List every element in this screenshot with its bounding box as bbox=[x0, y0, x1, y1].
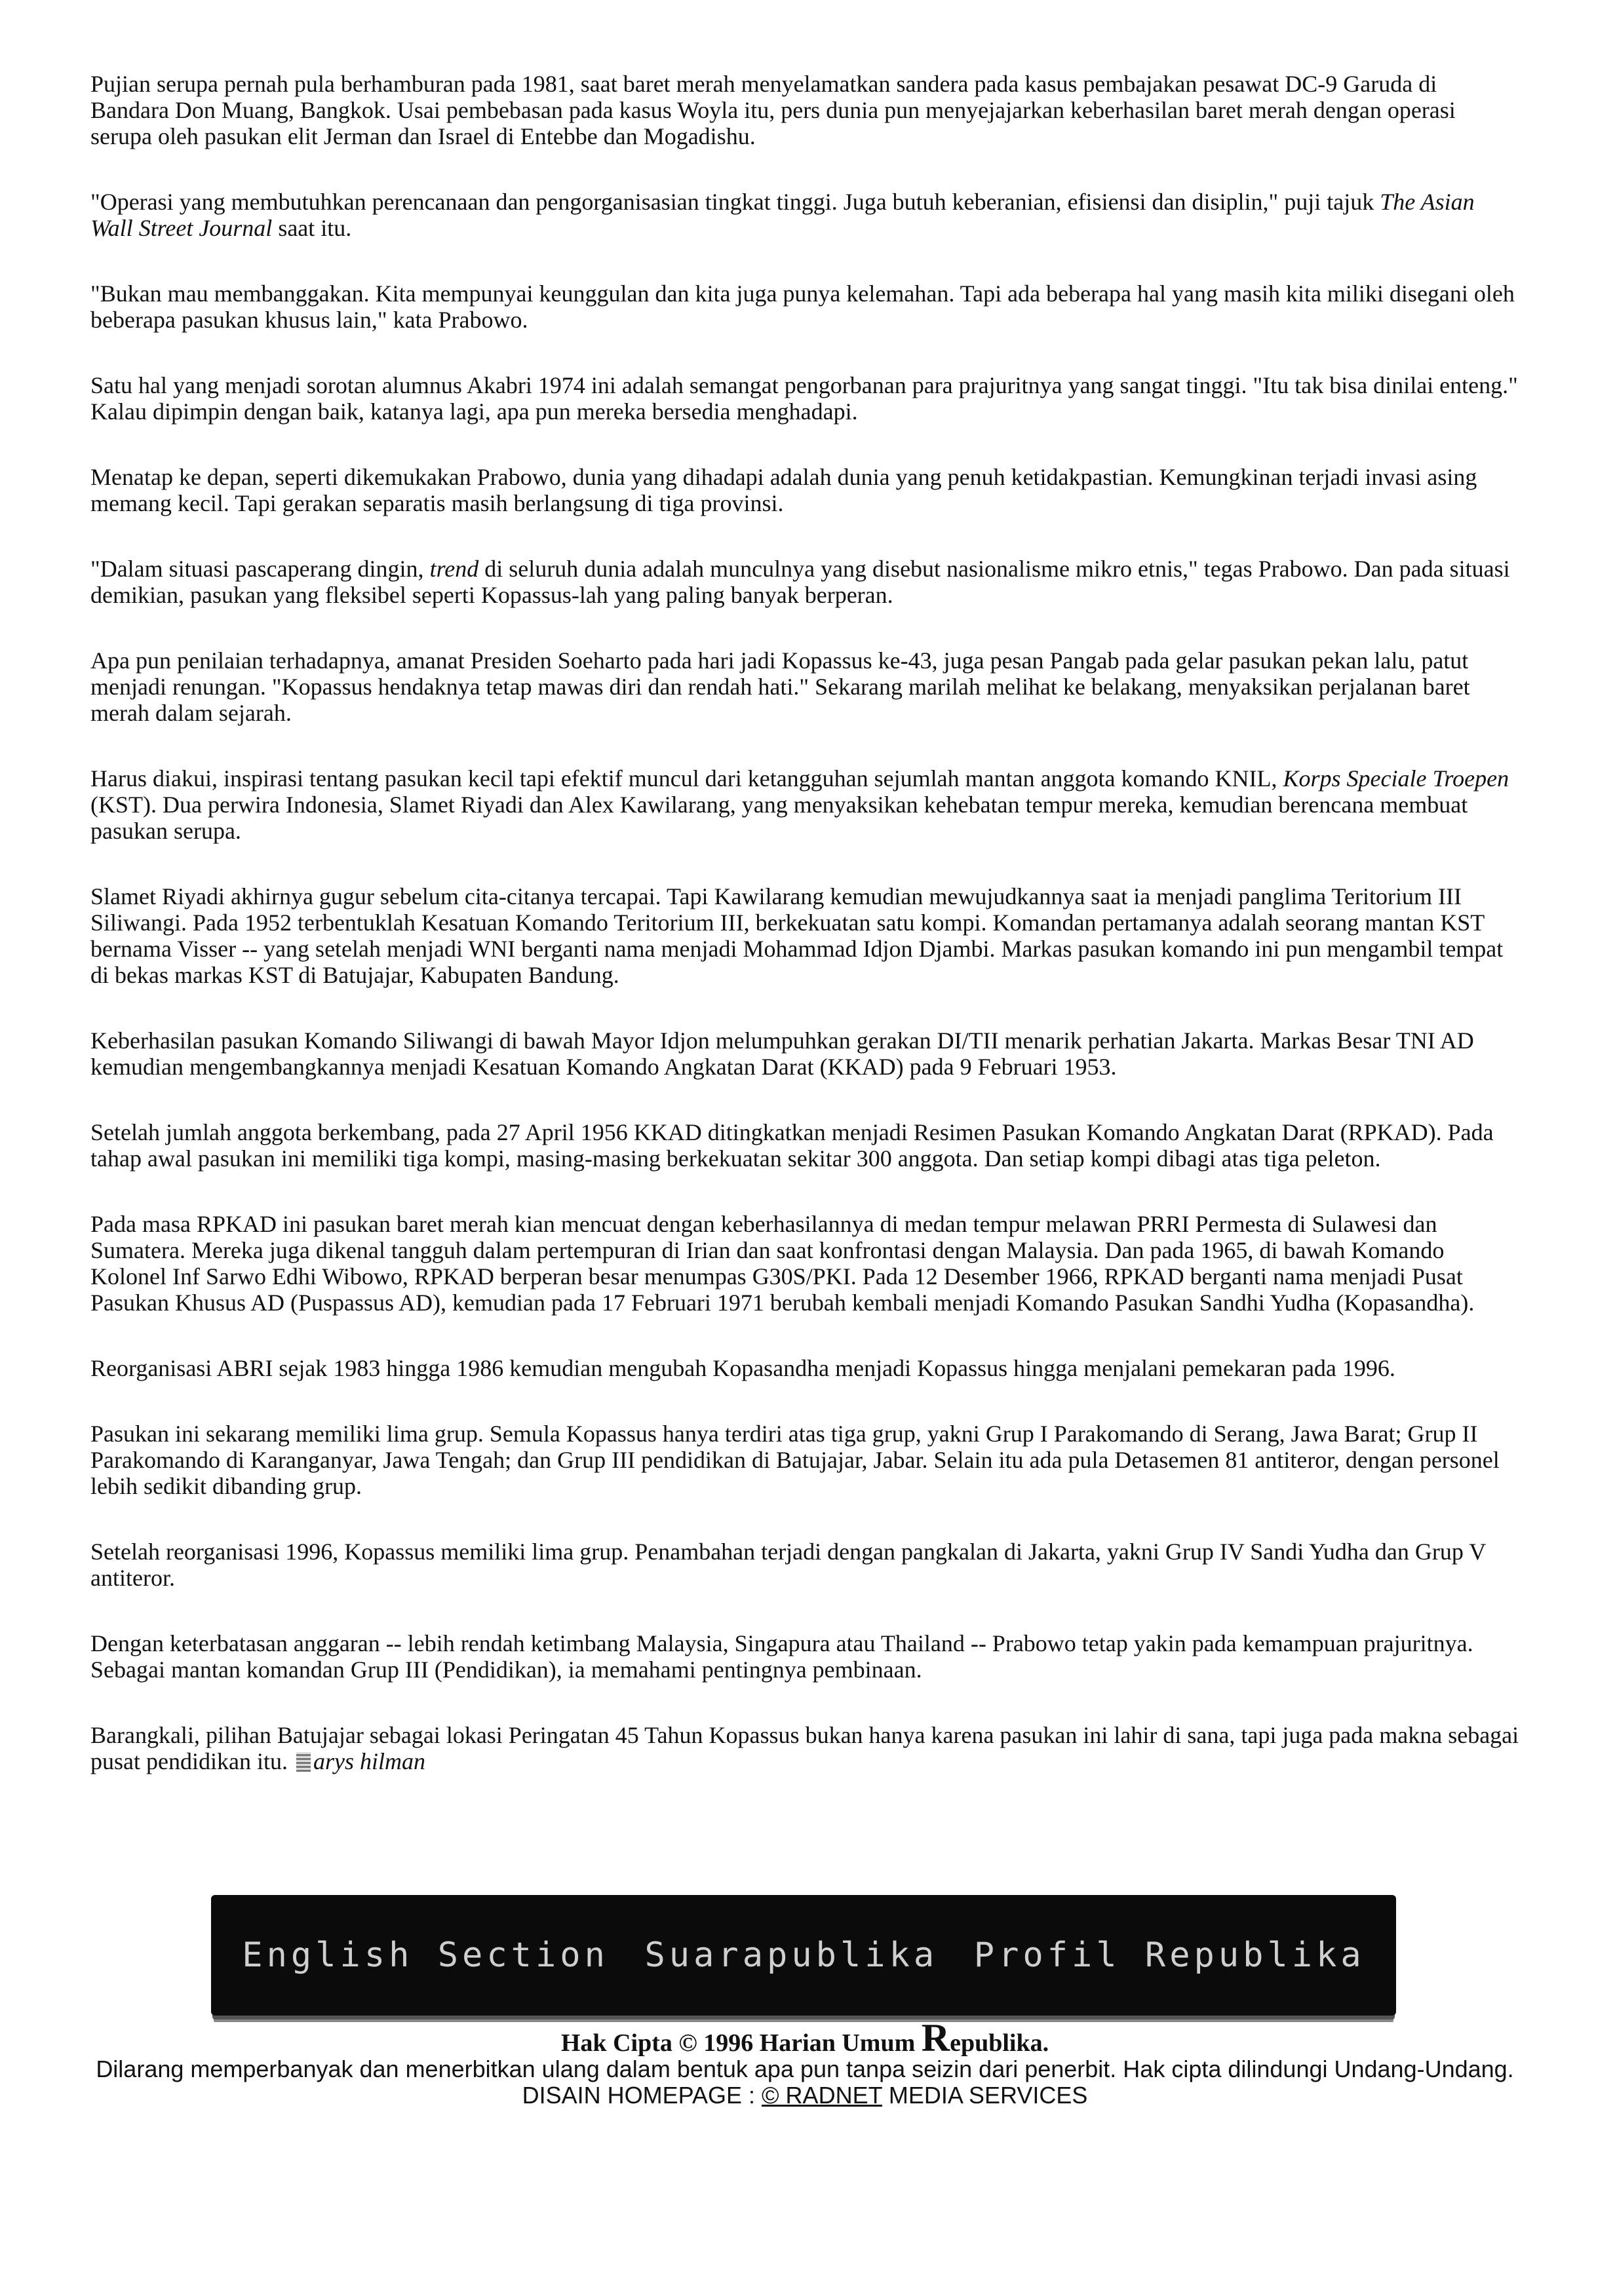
nav-english-section[interactable]: English Section bbox=[242, 1936, 609, 1975]
paragraph: "Operasi yang membutuhkan perencanaan dan pengorganisasian tingkat tinggi. Juga butuh keberanian, efisiensi dan disiplin," puji tajuk The Asian Wall Street Journal saat itu. bbox=[90, 189, 1475, 241]
paragraph: "Dalam situasi pascaperang dingin, trend di seluruh dunia adalah munculnya yang disebut nasionalisme mikro etnis," tegas Prabowo. Dan pada situasi demikian, pasukan yang fleksibel seperti Kopassus-lah yang paling banyak berperan. bbox=[90, 556, 1510, 608]
paragraph: Keberhasilan pasukan Komando Siliwangi di bawah Mayor Idjon melumpuhkan gerakan DI/TII menarik perhatian Jakarta. Markas Besar TNI AD kemudian mengembangkannya menjadi Kesatuan Komando Angkatan Darat (KKAD) pada 9 Februari 1953. bbox=[90, 1027, 1474, 1080]
design-suffix: MEDIA SERVICES bbox=[882, 2082, 1088, 2109]
copyright-prefix: Hak Cipta © 1996 Harian Umum bbox=[560, 2029, 922, 2057]
nav-profil-republika[interactable]: Profil Republika bbox=[973, 1936, 1365, 1975]
nav-suarapublika[interactable]: Suarapublika bbox=[644, 1936, 939, 1975]
copyright-line bbox=[90, 2016, 1519, 2059]
byline: arys hilman bbox=[313, 1748, 425, 1774]
italic-term: trend bbox=[429, 556, 479, 582]
copyright-suffix: epublika. bbox=[950, 2029, 1049, 2057]
paragraph: Setelah jumlah anggota berkembang, pada 27 April 1956 KKAD ditingkatkan menjadi Resimen Pasukan Komando Angkatan Darat (RPKAD). Pada tahap awal pasukan ini memiliki tiga kompi, masing-masing berkekuatan sekitar 300 anggota. Dan setiap kompi dibagi atas tiga peleton. bbox=[90, 1119, 1494, 1172]
paragraph: Setelah reorganisasi 1996, Kopassus memiliki lima grup. Penambahan terjadi dengan pangkalan di Jakarta, yakni Grup IV Sandi Yudha dan Grup V antiteror. bbox=[90, 1539, 1486, 1591]
italic-unit-name: Korps Speciale Troepen bbox=[1283, 765, 1509, 792]
paragraph: Menatap ke depan, seperti dikemukakan Prabowo, dunia yang dihadapi adalah dunia yang penuh ketidakpastian. Kemungkinan terjadi invasi asing memang kecil. Tapi gerakan separatis masih berlangsung di tiga provinsi. bbox=[90, 464, 1477, 516]
paragraph: Pasukan ini sekarang memiliki lima grup. Semula Kopassus hanya terdiri atas tiga grup, yakni Grup I Parakomando di Serang, Jawa Barat; Grup II Parakomando di Karanganyar, Jawa Tengah; dan Grup III pendidikan di Batujajar, Jabar. Selain itu ada pula Detasemen 81 antiteror, dengan personel lebih sedikit dibanding grup. bbox=[90, 1421, 1500, 1499]
paragraph: Dengan keterbatasan anggaran -- lebih rendah ketimbang Malaysia, Singapura atau Thailand -- Prabowo tetap yakin pada kemampuan prajuritnya. Sebagai mantan komandan Grup III (Pendidikan), ia memahami pentingnya pembinaan. bbox=[90, 1630, 1473, 1683]
paragraph: Pada masa RPKAD ini pasukan baret merah kian mencuat dengan keberhasilannya di medan tempur melawan PRRI Permesta di Sulawesi dan Sumatera. Mereka juga dikenal tangguh dalam pertempuran di Irian dan saat konfrontasi dengan Malaysia. Dan pada 1965, di bawah Komando Kolonel Inf Sarwo Edhi Wibowo, RPKAD berperan besar menumpas G30S/PKI. Pada 12 Desember 1966, RPKAD berganti nama menjadi Pusat Pasukan Khusus AD (Puspassus AD), kemudian pada 17 Februari 1971 berubah kembali menjadi Komando Pasukan Sandhi Yudha (Kopasandha). bbox=[90, 1211, 1475, 1316]
paragraph: Satu hal yang menjadi sorotan alumnus Akabri 1974 ini adalah semangat pengorbanan para prajuritnya yang sangat tinggi. "Itu tak bisa dinilai enteng." Kalau dipimpin dengan baik, katanya lagi, apa pun mereka bersedia menghadapi. bbox=[90, 372, 1518, 425]
paragraph: Pujian serupa pernah pula berhamburan pada 1981, saat baret merah menyelamatkan sandera pada kasus pembajakan pesawat DC-9 Garuda di Bandara Don Muang, Bangkok. Usai pembebasan pada kasus Woyla itu, pers dunia pun menyejajarkan keberhasilan baret merah dengan operasi serupa oleh pasukan elit Jerman dan Israel di Entebbe dan Mogadishu. bbox=[90, 71, 1456, 149]
paragraph: Slamet Riyadi akhirnya gugur sebelum cita-citanya tercapai. Tapi Kawilarang kemudian mewujudkannya saat ia menjadi panglima Teritorium III Siliwangi. Pada 1952 terbentuklah Kesatuan Komando Teritorium III, berkekuatan satu kompi. Komandan pertamanya adalah seorang mantan KST bernama Visser -- yang setelah menjadi WNI berganti nama menjadi Mohammad Idjon Djambi. Markas pasukan komando ini pun mengambil tempat di bekas markas KST di Batujajar, Kabupaten Bandung. bbox=[90, 883, 1504, 988]
radnet-link[interactable]: © RADNET bbox=[762, 2082, 882, 2109]
italic-publication: The Asian Wall Street Journal bbox=[90, 189, 1475, 241]
paragraph: Harus diakui, inspirasi tentang pasukan kecil tapi efektif muncul dari ketangguhan sejumlah mantan anggota komando KNIL, Korps Speciale Troepen (KST). Dua perwira Indonesia, Slamet Riyadi dan Alex Kawilarang, yang menyaksikan kehebatan tempur mereka, kemudian berencana membuat pasukan serupa. bbox=[90, 765, 1509, 844]
footer bbox=[90, 2016, 1519, 2109]
copyright-big-r: R bbox=[921, 2016, 950, 2059]
article-body bbox=[90, 71, 1519, 1814]
signature-mark-icon bbox=[296, 1752, 311, 1772]
paragraph: Reorganisasi ABRI sejak 1983 hingga 1986 kemudian mengubah Kopasandha menjadi Kopassus hingga menjalani pemekaran pada 1996. bbox=[90, 1355, 1395, 1381]
last-paragraph bbox=[90, 1722, 1519, 1774]
copyright-notice: Dilarang memperbanyak dan menerbitkan ulang dalam bentuk apa pun tanpa seizin dari penerbit. Hak cipta dilindungi Undang-Undang. bbox=[96, 2056, 1514, 2082]
design-prefix: DISAIN HOMEPAGE : bbox=[522, 2082, 762, 2109]
paragraph-text: Barangkali, pilihan Batujajar sebagai lokasi Peringatan 45 Tahun Kopassus bukan hanya karena pasukan ini lahir di sana, tapi juga pada makna sebagai pusat pendidikan itu. bbox=[90, 1722, 1519, 1774]
paragraph: "Bukan mau membanggakan. Kita mempunyai keunggulan dan kita juga punya kelemahan. Tapi ada beberapa hal yang masih kita miliki disegani oleh beberapa pasukan khusus lain," kata Prabowo. bbox=[90, 280, 1515, 333]
section-nav-bar bbox=[211, 1895, 1396, 2016]
design-credit bbox=[90, 2082, 1519, 2109]
paragraph: Apa pun penilaian terhadapnya, amanat Presiden Soeharto pada hari jadi Kopassus ke-43, juga pesan Pangab pada gelar pasukan pekan lalu, patut menjadi renungan. "Kopassus hendaknya tetap mawas diri dan rendah hati." Sekarang marilah melihat ke belakang, menyaksikan perjalanan baret merah dalam sejarah. bbox=[90, 647, 1470, 726]
